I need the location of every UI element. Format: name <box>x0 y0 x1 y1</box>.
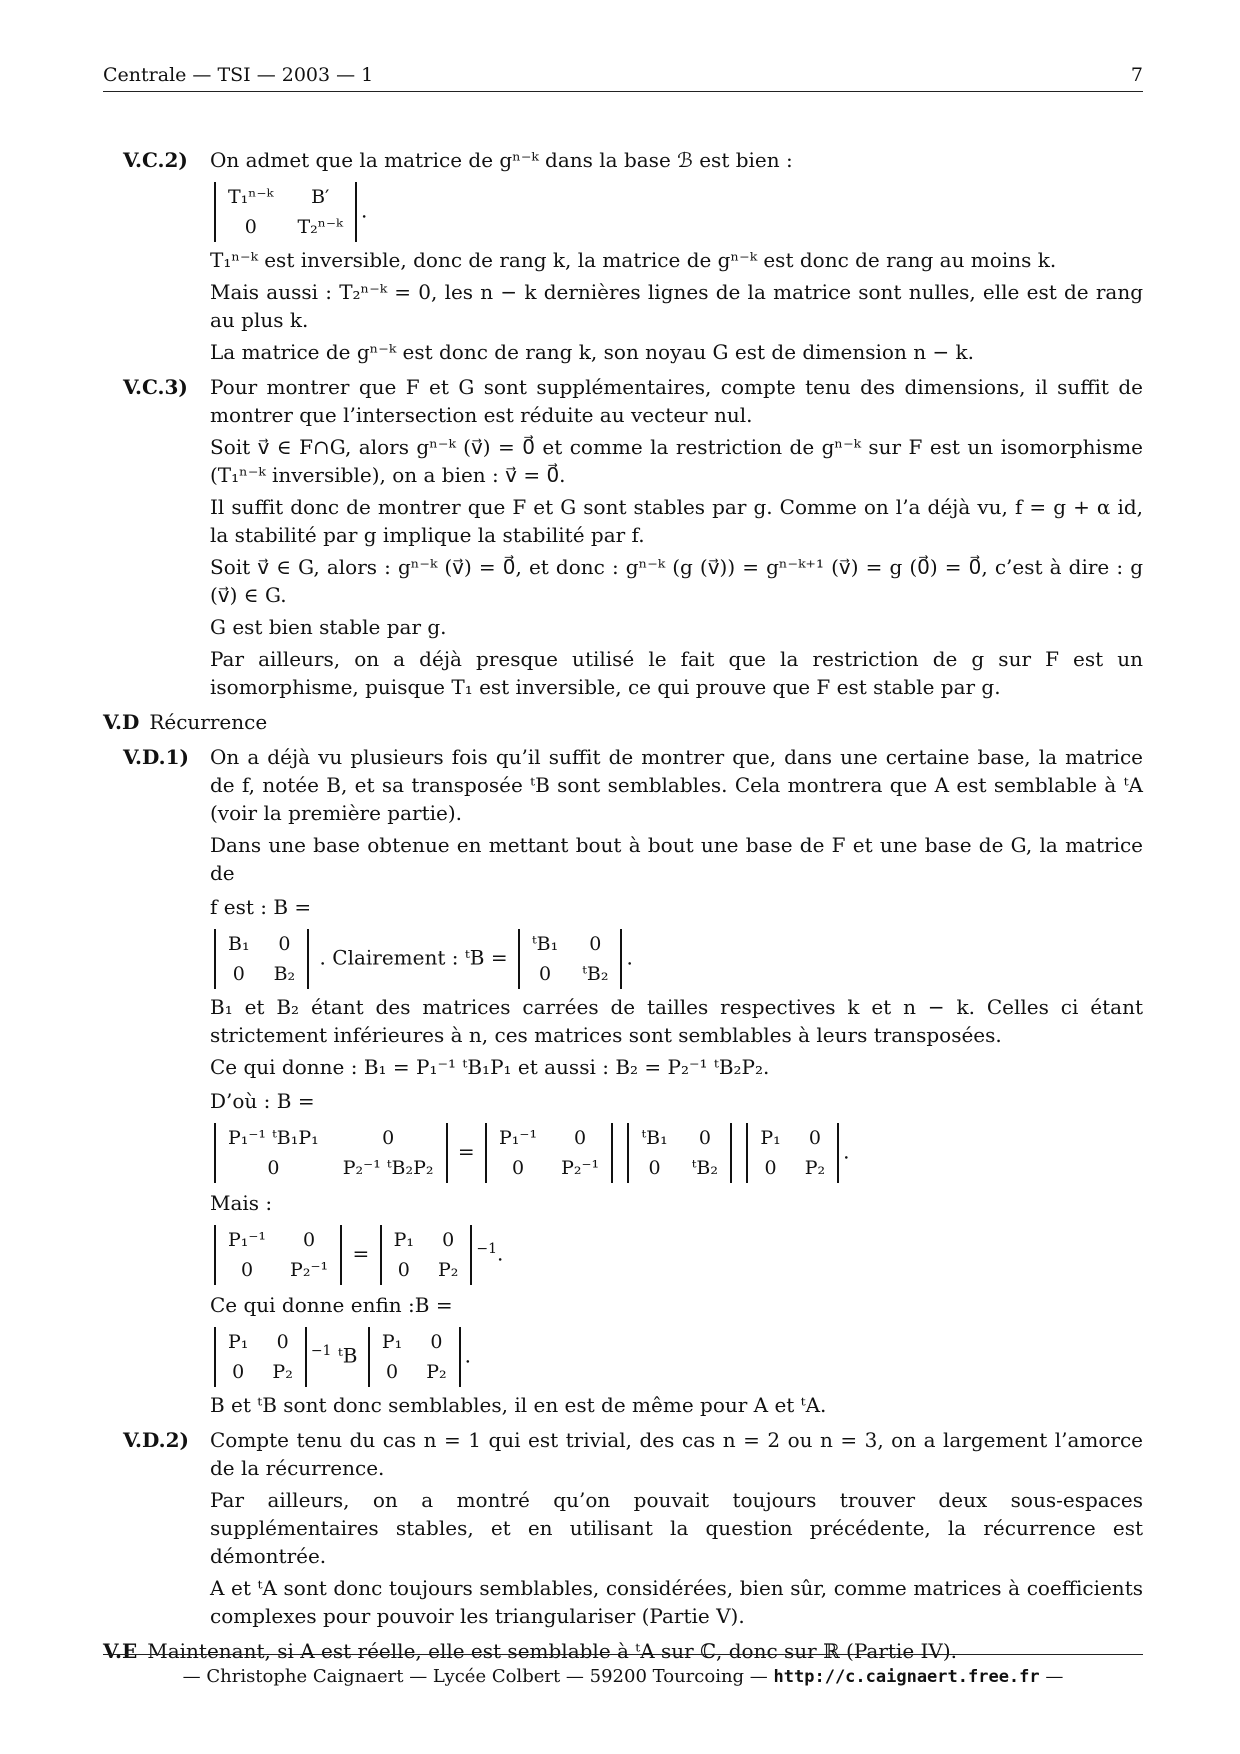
matrix-cell: 0 <box>648 1157 661 1179</box>
matrix-cell: 0 <box>276 1331 289 1353</box>
question-vd2 <box>103 1426 1143 1630</box>
matrix-cell: 0 <box>232 1361 245 1383</box>
paragraph: Maintenant, si A est réelle, elle est semblable à ᵗA sur ℂ, donc sur ℝ (Partie IV). <box>147 1639 958 1663</box>
matrix-cell: 0 <box>232 963 245 985</box>
matrix-cell: B₁ <box>228 933 250 955</box>
matrix <box>214 182 357 242</box>
matrix-cell: P₂ <box>804 1157 826 1179</box>
matrix-cell: P₂ <box>437 1259 459 1281</box>
matrix-cell: B₂ <box>273 963 296 985</box>
matrix-cell: P₁⁻¹ ᵗB₁P₁ <box>228 1127 319 1149</box>
math-text: ᵗB <box>337 1343 358 1368</box>
math-text: f est : B = <box>210 895 312 919</box>
matrix-cell: P₁⁻¹ <box>228 1229 267 1251</box>
section-title: Récurrence <box>149 710 268 734</box>
matrix-cell: P₂ <box>272 1361 293 1383</box>
page-footer <box>103 1666 1143 1687</box>
matrix-cell: P₂⁻¹ ᵗB₂P₂ <box>342 1157 434 1179</box>
matrix-cell: ᵗB₁ <box>641 1127 668 1149</box>
matrix-cell: 0 <box>808 1127 822 1149</box>
matrix-cell: 0 <box>278 933 291 955</box>
math-text: D’où : B = <box>210 1089 315 1113</box>
paragraph: B₁ et B₂ étant des matrices carrées de tailles respectives k et n − k. Celles ci étant strictement inférieures à n, ces matrices sont semblables à leurs transposées. <box>210 995 1143 1047</box>
question-vc2: V.C.2) On admet que la matrice de gⁿ⁻ᵏ dans la base ℬ est bien : T₁ⁿ⁻ᵏ B′ 0 T₂ⁿ⁻ᵏ. T₁ⁿ⁻ᵏ est inversible, donc de rang k, la matrice de gⁿ⁻ᵏ est donc de rang au moins k. Mais aussi : T₂ⁿ⁻ᵏ = 0, les n − k dernières lignes de la matrice sont nulles, elle est de rang au plus k. La matrice de gⁿ⁻ᵏ est donc de rang k, son noyau G est de dimension n − k. <box>123 148 1143 364</box>
paragraph <box>210 146 1143 174</box>
matrix <box>214 929 309 989</box>
matrix-cell: 0 <box>303 1229 316 1251</box>
paragraph: Ce qui donne : B₁ = P₁⁻¹ ᵗB₁P₁ et aussi : B₂ = P₂⁻¹ ᵗB₂P₂. <box>210 1055 770 1079</box>
section-label: V.D <box>103 710 140 734</box>
page-number: 7 <box>1130 64 1143 86</box>
matrix <box>368 1327 461 1387</box>
matrix-cell: 0 <box>764 1157 777 1179</box>
question-label: V.C.2) <box>123 148 188 172</box>
matrix-cell: ᵗB₂ <box>582 963 609 985</box>
paragraph: Compte tenu du cas n = 1 qui est trivial, des cas n = 2 ou n = 3, on a largement l’amorce de la récurrence. <box>210 1428 1143 1480</box>
header-title: Centrale — TSI — 2003 — 1 <box>103 64 374 86</box>
matrix-cell: 0 <box>397 1259 410 1281</box>
equation-line <box>210 1087 1143 1115</box>
matrix <box>746 1123 839 1183</box>
matrix-cell: T₁ⁿ⁻ᵏ <box>228 186 274 208</box>
math-text: On admet que la matrice de gⁿ⁻ᵏ dans la base ℬ est bien : <box>210 148 793 172</box>
equation-line <box>210 1189 1143 1217</box>
question-label: V.D.1) <box>123 745 189 769</box>
matrix-cell: 0 <box>442 1229 455 1251</box>
math-text: Mais : <box>210 1191 273 1215</box>
equation-line <box>210 1291 1143 1319</box>
matrix-cell: 0 <box>698 1127 711 1149</box>
section-label: V.E <box>103 1639 138 1663</box>
header-rule <box>103 91 1143 92</box>
math-text: . Clairement : ᵗB = <box>319 945 508 970</box>
matrix-cell: ᵗB₁ <box>531 933 559 955</box>
paragraph: Dans une base obtenue en mettant bout à bout une base de F et une base de G, la matrice de <box>210 833 1143 885</box>
paragraph: Mais aussi : T₂ⁿ⁻ᵏ = 0, les n − k dernières lignes de la matrice sont nulles, elle est de rang au plus k. <box>210 280 1143 332</box>
equation-line <box>210 893 1143 921</box>
footer-link[interactable]: http://c.caignaert.free.fr <box>773 1667 1040 1687</box>
matrix-cell: P₂⁻¹ <box>561 1157 600 1179</box>
paragraph: B et ᵗB sont donc semblables, il en est de même pour A et ᵗA. <box>210 1393 827 1417</box>
inverse-exponent: −1 <box>476 1240 498 1257</box>
matrix-cell: ᵗB₂ <box>691 1157 718 1179</box>
matrix <box>485 1123 613 1183</box>
matrix-cell: 0 <box>244 216 257 238</box>
footer-text: — Christophe Caignaert — Lycée Colbert — 59200 Tourcoing — <box>182 1666 768 1687</box>
matrix-cell: 0 <box>267 1157 280 1179</box>
math-text: Ce qui donne enfin :B = <box>210 1293 453 1317</box>
matrix-cell: 0 <box>539 963 552 985</box>
matrix <box>627 1123 732 1183</box>
paragraph: Par ailleurs, on a déjà presque utilisé le fait que la restriction de g sur F est un isomorphisme, puisque T₁ est inversible, ce qui prouve que F est stable par g. <box>210 647 1143 699</box>
matrix-cell: 0 <box>385 1361 399 1383</box>
document-body <box>103 140 1143 1672</box>
section-vd-heading <box>103 708 1143 736</box>
paragraph: Par ailleurs, on a montré qu’on pouvait toujours trouver deux sous-espaces supplémentaires stables, et en utilisant la question précédente, la récurrence est démontrée. <box>210 1488 1143 1568</box>
matrix-cell: B′ <box>311 186 330 208</box>
matrix-cell: 0 <box>574 1127 587 1149</box>
paragraph: Pour montrer que F et G sont supplémentaires, compte tenu des dimensions, il suffit de montrer que l’intersection est réduite au vecteur nul. <box>210 375 1143 427</box>
paragraph: Il suffit donc de montrer que F et G sont stables par g. Comme on l’a déjà vu, f = g + α id, la stabilité par g implique la stabilité par f. <box>210 495 1143 547</box>
paragraph: On a déjà vu plusieurs fois qu’il suffit de montrer que, dans une certaine base, la matrice de f, notée B, et sa transposée ᵗB sont semblables. Cela montrera que A est semblable à ᵗA (voir la première partie). <box>210 745 1143 825</box>
inverse-exponent: −1 <box>310 1342 332 1359</box>
matrix-cell: P₁ <box>760 1127 781 1149</box>
footer-end: — <box>1045 1666 1064 1687</box>
matrix-cell: 0 <box>430 1331 443 1353</box>
question-label: V.D.2) <box>123 1428 189 1452</box>
paragraph: A et ᵗA sont donc toujours semblables, considérées, bien sûr, comme matrices à coefficients complexes pour pouvoir les triangulariser (Partie V). <box>210 1576 1143 1628</box>
matrix-cell: P₂ <box>426 1361 447 1383</box>
matrix-cell: 0 <box>589 933 602 955</box>
paragraph: Soit v⃗ ∈ F∩G, alors gⁿ⁻ᵏ (v⃗) = 0⃗ et comme la restriction de gⁿ⁻ᵏ sur F est un isomorphisme (T₁ⁿ⁻ᵏ inversible), on a bien : v⃗ = 0⃗. <box>210 435 1143 487</box>
matrix-cell: 0 <box>511 1157 525 1179</box>
footer-rule <box>103 1654 1143 1655</box>
paragraph: La matrice de gⁿ⁻ᵏ est donc de rang k, son noyau G est de dimension n − k. <box>210 340 975 364</box>
matrix <box>214 1225 342 1285</box>
matrix-cell: 0 <box>240 1259 254 1281</box>
matrix-cell: 0 <box>382 1127 395 1149</box>
matrix <box>518 929 623 989</box>
matrix <box>380 1225 473 1285</box>
matrix-cell: P₁ <box>228 1331 249 1353</box>
question-vc3 <box>103 373 1143 701</box>
matrix <box>214 1123 448 1183</box>
section-ve <box>103 1637 1143 1665</box>
matrix-cell: P₁ <box>393 1229 414 1251</box>
matrix-cell: P₁⁻¹ <box>499 1127 538 1149</box>
matrix-cell: P₁ <box>381 1331 403 1353</box>
matrix <box>214 1327 307 1387</box>
matrix-cell: T₂ⁿ⁻ᵏ <box>297 216 343 238</box>
question-vd1: V.D.1) On a déjà vu plusieurs fois qu’il suffit de montrer que, dans une certaine base, la matrice de f, notée B, et sa transposée ᵗB sont semblables. Cela montrera que A est semblable à ᵗA (voir la première partie). Dans une base obtenue en mettant bout à bout une base de F et une base de G, la matrice de f est : B = B₁ 0 0 B₂ . Clairement : ᵗB = ᵗB₁ 0 0 ᵗB₂. B₁ et B₂ étant des matrices carrées de tailles respectives k et n − k. Celles ci étant strictement inférieures à n, ces matrices sont semblables à leurs transposées. Ce qui donne : B₁ = P₁⁻¹ ᵗB₁P₁ et aussi : B₂ = P₂⁻¹ ᵗB₂P₂. D’où : B = P₁⁻¹ ᵗB₁P₁ 0 0 P₂⁻¹ ᵗB₂P₂ = P₁⁻¹ 0 0 P₂⁻¹ ᵗB₁ 0 0 ᵗB₂ P₁ 0 0 P₂. Mais : P₁⁻¹ 0 0 P₂⁻¹ = P₁ 0 0 P₂$^{-1}$. Ce qui donne enfin :B = P₁ 0 0 P₂$^{-1}$ ᵗB P₁ 0 0 P₂. B et ᵗB sont donc semblables, il en est de même pour A et ᵗA. <box>123 745 1143 1417</box>
paragraph: Soit v⃗ ∈ G, alors : gⁿ⁻ᵏ (v⃗) = 0⃗, et donc : gⁿ⁻ᵏ (g (v⃗)) = gⁿ⁻ᵏ⁺¹ (v⃗) = g (0⃗) = 0⃗, c’est à dire : g (v⃗) ∈ G. <box>210 555 1143 607</box>
question-label: V.C.3) <box>123 375 188 399</box>
paragraph: G est bien stable par g. <box>210 615 447 639</box>
page <box>103 0 1143 1754</box>
paragraph: T₁ⁿ⁻ᵏ est inversible, donc de rang k, la matrice de gⁿ⁻ᵏ est donc de rang au moins k. <box>210 248 1057 272</box>
matrix-cell: P₂⁻¹ <box>290 1259 329 1281</box>
